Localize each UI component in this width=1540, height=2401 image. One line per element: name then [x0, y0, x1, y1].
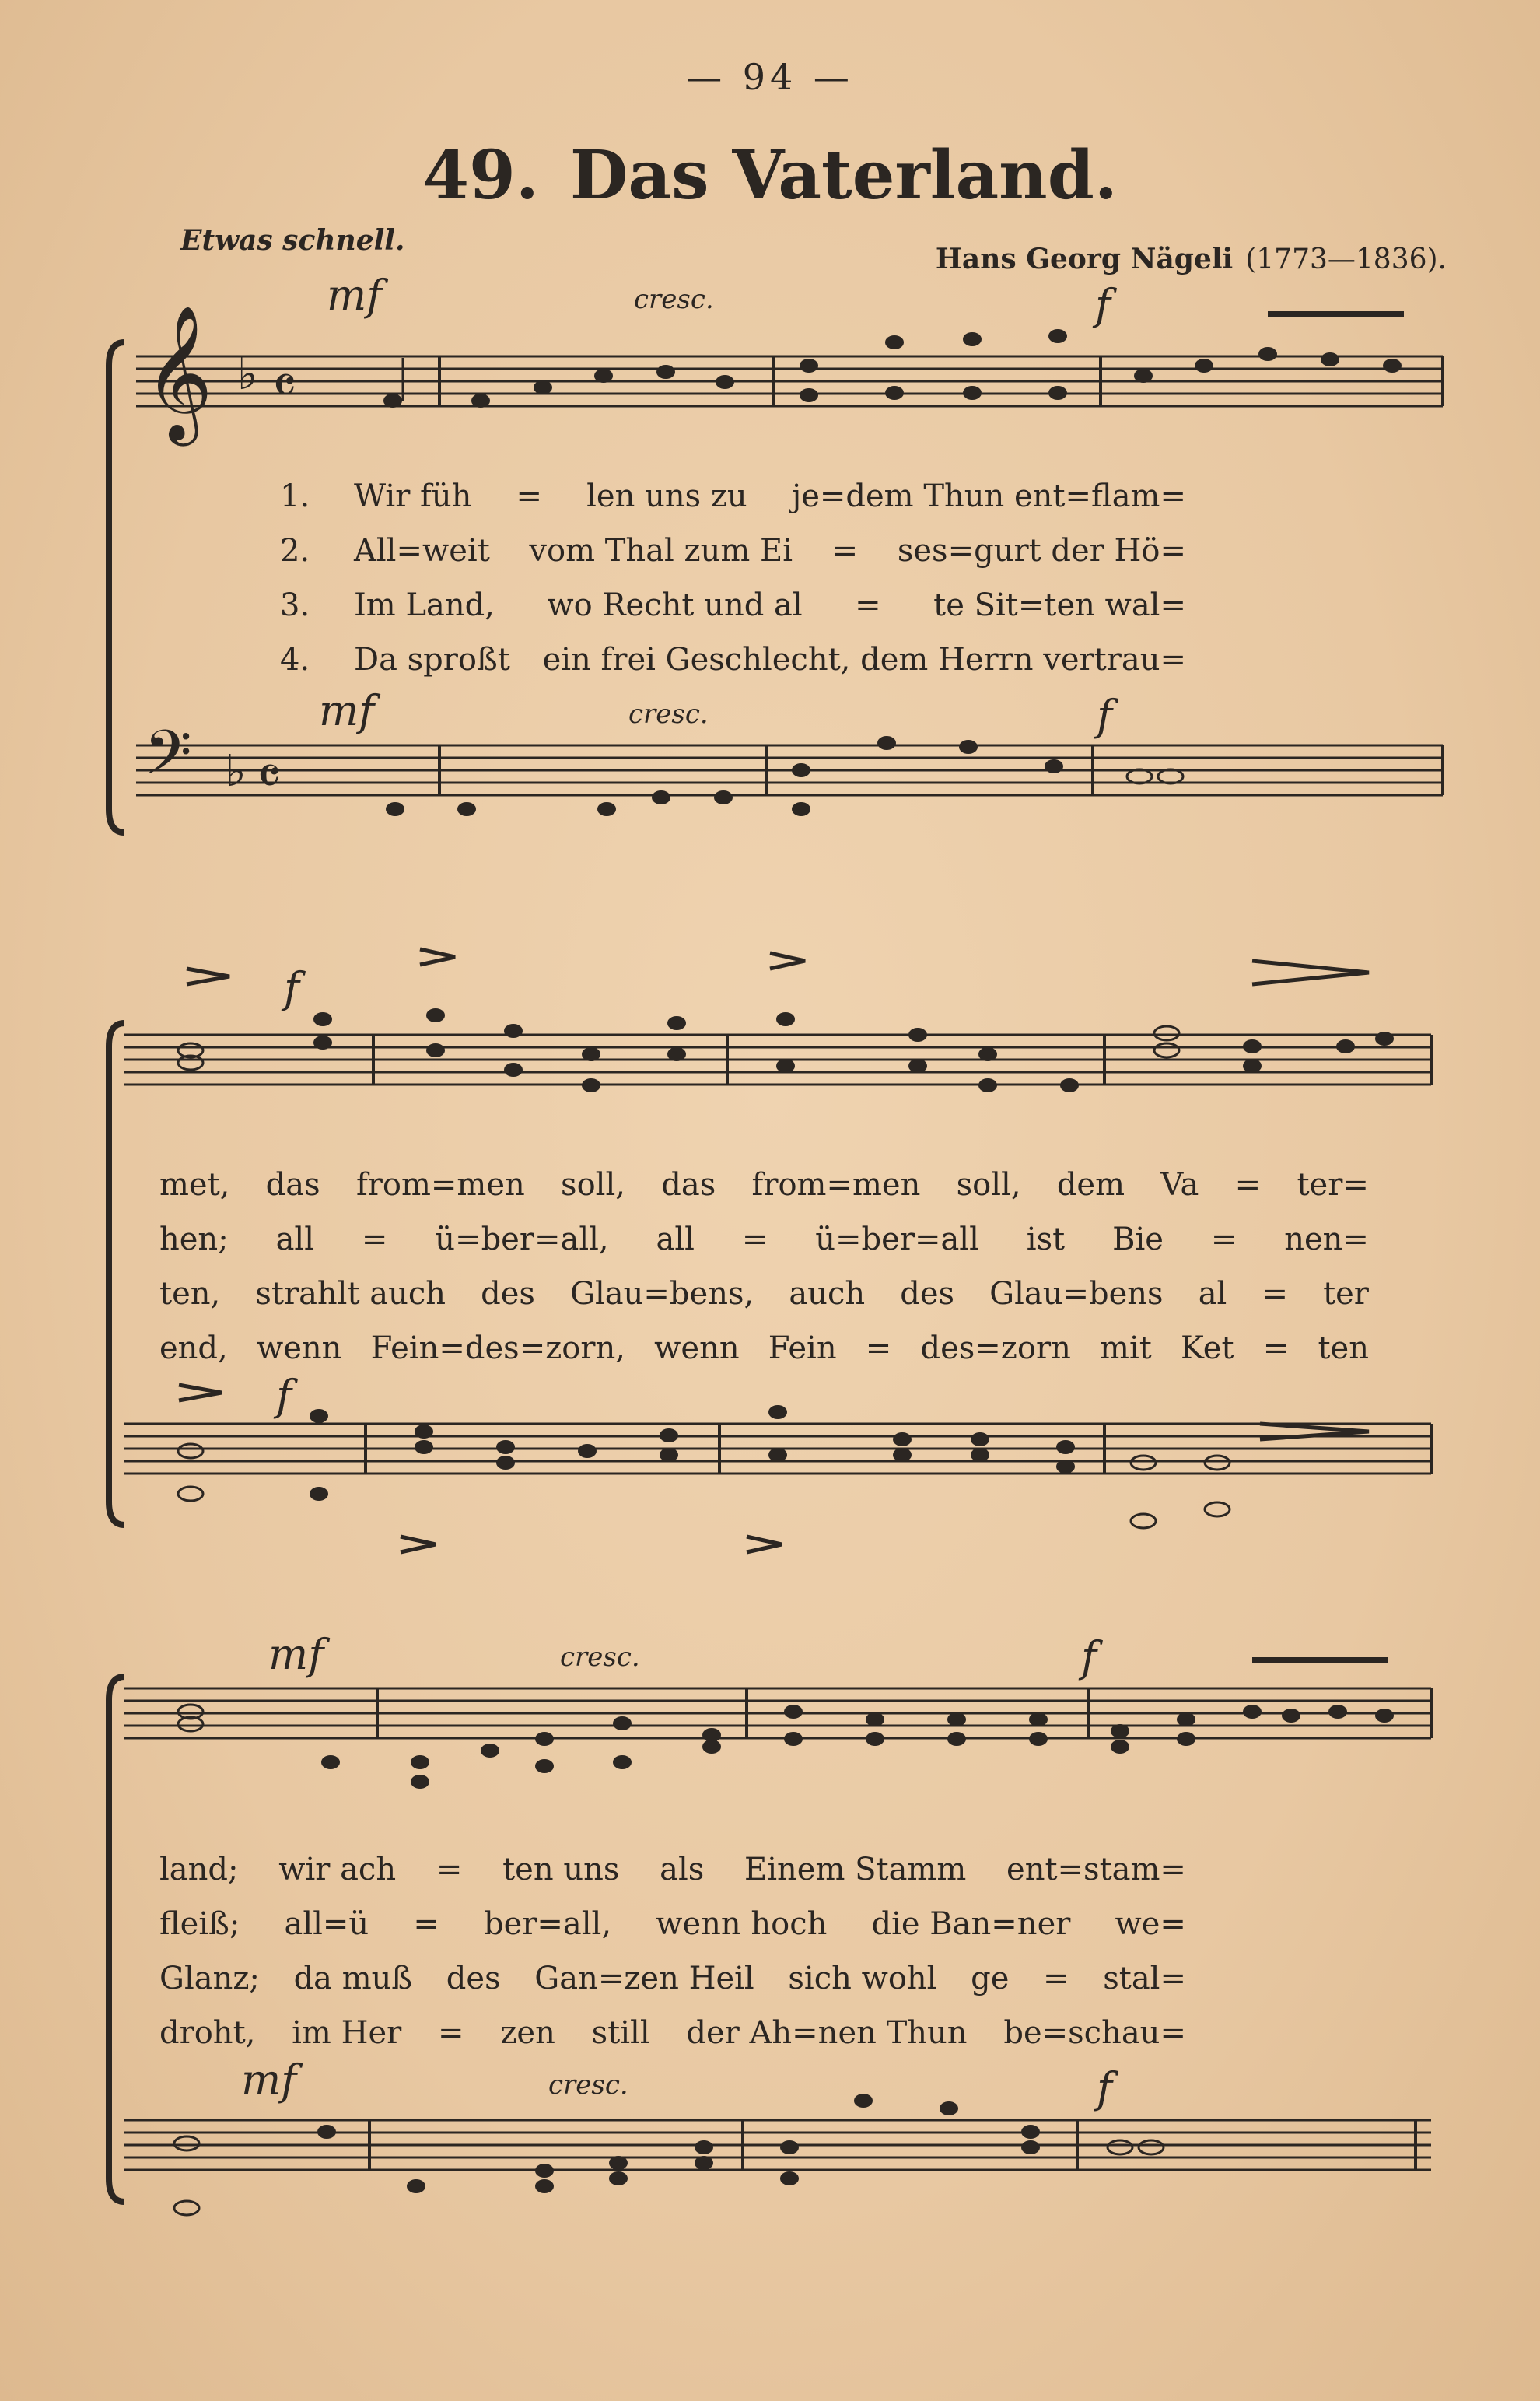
dynamic-mf: mf [268, 1630, 324, 1679]
system-brace [109, 1023, 124, 1525]
verse-number: 2. [280, 533, 310, 569]
song-title-text: Das Vaterland. [569, 136, 1118, 215]
dynamic-mf: mf [327, 271, 383, 320]
page-number: — 94 — [686, 56, 854, 98]
dynamic-f: f [1095, 280, 1111, 329]
lyric-line: land; wir ach = ten uns als Einem Stamm ent=stam= [159, 1852, 1186, 1888]
common-time-icon: 𝄴 [272, 354, 297, 418]
lyric-line: droht, im Her = zen still der Ah=nen Thun be=schau= [159, 2015, 1186, 2051]
lyric-line: Glanz; da muß des Gan=zen Heil sich wohl ge = stal= [159, 1961, 1186, 1996]
treble-clef-icon: 𝄞 [144, 305, 213, 440]
lyric-line: All=weit vom Thal zum Ei = ses=gurt der Hö= [354, 533, 1186, 569]
system-brace [109, 342, 124, 832]
system-brace [109, 1677, 124, 2202]
treble-staff [136, 356, 1443, 406]
common-time-icon: 𝄴 [257, 745, 282, 808]
lyric-line: fleiß; all=ü = ber=all, wenn hoch die Ban=ner we= [159, 1906, 1186, 1942]
dynamic-f: f [284, 963, 299, 1012]
treble-notes-3 [178, 1657, 1394, 1789]
composer-dates: (1773—1836). [1245, 244, 1447, 275]
lyric-line: end, wenn Fein=des=zorn, wenn Fein = des=zorn mit Ket = ten [159, 1330, 1369, 1366]
lyric-line: Da sproßt ein frei Geschlecht, dem Herrn vertrau= [354, 642, 1186, 678]
lyric-line: Im Land, wo Recht und al = te Sit=ten wal= [354, 587, 1186, 623]
dynamic-cresc: cresc. [548, 2070, 628, 2101]
dynamic-f: f [1097, 2063, 1112, 2112]
verse-number: 1. [280, 478, 310, 514]
dynamic-f: f [1081, 1632, 1097, 1681]
lyric-line: ten, strahlt auch des Glau=bens, auch des Glau=bens al = ter [159, 1276, 1369, 1312]
lyric-line: met, das from=men soll, das from=men soll, dem Va = ter= [159, 1167, 1369, 1203]
accent-marks [187, 949, 1369, 984]
treble-notes-2 [178, 1008, 1394, 1092]
system-1 [109, 305, 1443, 832]
dynamic-cresc: cresc. [628, 699, 709, 730]
bass-staff [136, 745, 1443, 795]
dynamic-f: f [276, 1371, 292, 1420]
lyric-line: hen; all = ü=ber=all, all = ü=ber=all ist Bie = nen= [159, 1222, 1369, 1257]
treble-staff [124, 1688, 1431, 1738]
dynamic-f: f [1097, 691, 1112, 740]
composer-name: Hans Georg Nägeli [935, 243, 1234, 275]
song-number: 49. [422, 136, 539, 215]
tempo-marking: Etwas schnell. [180, 224, 405, 257]
lyric-line: Wir füh = len uns zu je=dem Thun ent=flam= [354, 478, 1186, 514]
bass-clef-icon: 𝄢 [144, 717, 192, 804]
flat-icon: ♭ [237, 349, 258, 400]
flat-icon: ♭ [226, 746, 247, 797]
verse-number: 3. [280, 587, 310, 623]
dynamic-mf: mf [241, 2056, 297, 2105]
dynamic-cresc: cresc. [560, 1642, 640, 1673]
bass-notes-1 [386, 736, 1183, 816]
verse-number: 4. [280, 642, 310, 678]
bass-notes-3 [174, 2094, 1164, 2215]
dynamic-cresc: cresc. [634, 284, 714, 315]
dynamic-mf: mf [319, 686, 375, 735]
